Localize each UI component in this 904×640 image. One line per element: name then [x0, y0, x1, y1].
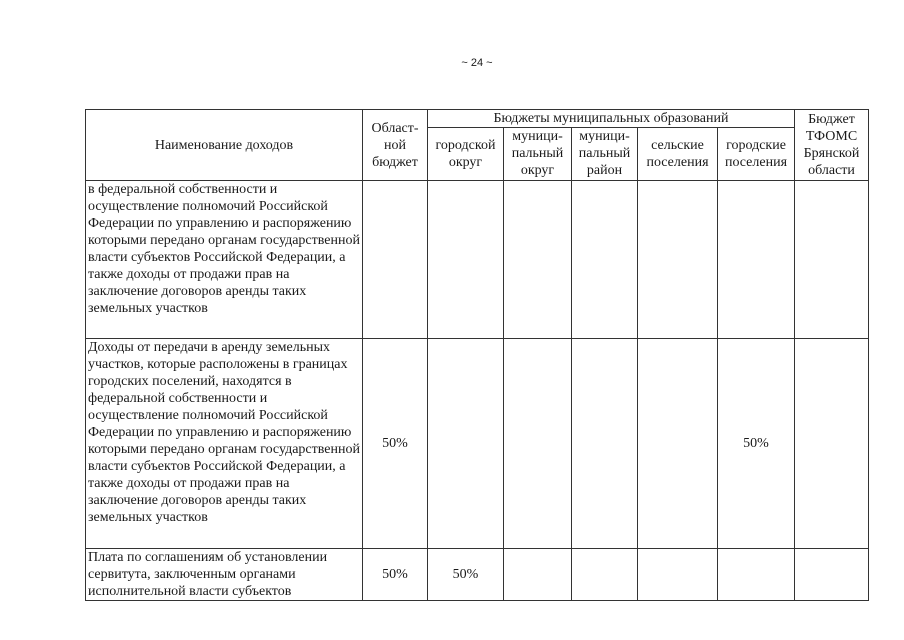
header-tfoms-budget-label: Бюджет ТФОМС Брянской области	[803, 112, 860, 178]
cell-city-district	[428, 339, 504, 549]
cell-rural-settlements	[638, 339, 718, 549]
header-urban-settlements-label: городские поселения	[724, 138, 788, 170]
header-municipal-budgets-group: Бюджеты муниципальных образований	[428, 110, 795, 128]
cell-rural-settlements	[638, 549, 718, 601]
row-revenue-name: в федеральной собственности и осуществление полномочий Российской Федерации по управлению и распоряжению которыми передано органам государственной власти субъектов Российской Федерации, а также доходы от продажи прав на заключение договоров аренды таких земельных участков	[86, 181, 363, 339]
cell-urban-settlements	[718, 549, 795, 601]
header-city-district	[428, 128, 504, 181]
cell-rural-settlements	[638, 181, 718, 339]
cell-regional	[363, 181, 428, 339]
header-tfoms-budget	[795, 110, 869, 181]
cell-municipal-okrug	[504, 181, 572, 339]
cell-municipal-okrug	[504, 549, 572, 601]
cell-tfoms	[795, 181, 869, 339]
header-urban-settlements	[718, 128, 795, 181]
header-city-district-label: городской округ	[435, 138, 496, 170]
row-revenue-name: Доходы от передачи в аренду земельных участков, которые расположены в границах городских поселений, находятся в федеральной собственности и осуществление полномочий Российской Федерации по управлению и распоряжению которыми передано органам государственной власти субъектов Российской Федерации, а также доходы от продажи прав на заключение договоров аренды таких земельных участков	[86, 339, 363, 549]
cell-municipal-raion	[572, 181, 638, 339]
header-municipal-okrug-label: муници- пальный округ	[511, 129, 564, 178]
header-municipal-raion-label: муници- пальный район	[578, 129, 631, 178]
header-rural-settlements-label: сельские поселения	[646, 138, 709, 170]
cell-city-district: 50%	[428, 549, 504, 601]
cell-regional: 50%	[363, 549, 428, 601]
cell-city-district	[428, 181, 504, 339]
cell-urban-settlements: 50%	[718, 339, 795, 549]
header-municipal-okrug	[504, 128, 572, 181]
header-regional-budget	[363, 110, 428, 181]
page-number: ~ 24 ~	[461, 57, 493, 69]
cell-regional: 50%	[363, 339, 428, 549]
cell-urban-settlements	[718, 181, 795, 339]
revenue-distribution-table	[85, 109, 869, 601]
cell-tfoms	[795, 339, 869, 549]
cell-municipal-okrug	[504, 339, 572, 549]
header-regional-budget-label: Област- ной бюджет	[371, 120, 419, 170]
table-row	[86, 181, 869, 339]
header-municipal-raion	[572, 128, 638, 181]
table-row	[86, 339, 869, 549]
cell-municipal-raion	[572, 549, 638, 601]
row-revenue-name: Плата по соглашениям об установлении сервитута, заключенным органами исполнительной власти субъектов	[86, 549, 363, 601]
header-rural-settlements	[638, 128, 718, 181]
table-row	[86, 549, 869, 601]
cell-municipal-raion	[572, 339, 638, 549]
header-revenue-name: Наименование доходов	[86, 110, 363, 181]
cell-tfoms	[795, 549, 869, 601]
